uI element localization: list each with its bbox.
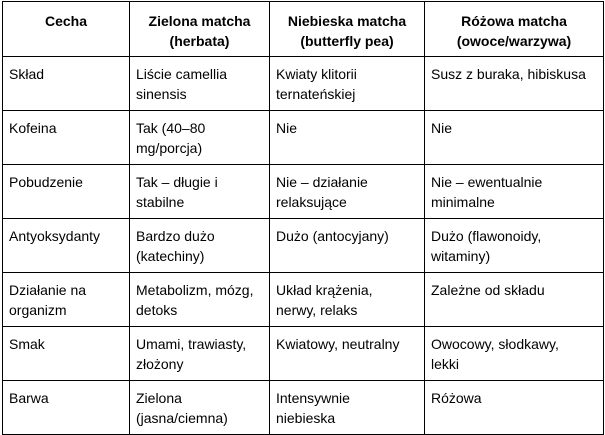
header-feature: [3, 2, 130, 57]
cell-pink-matcha: [425, 57, 604, 111]
cell-pink-matcha-line1: Owocowy, słodkawy,: [431, 336, 559, 352]
header-blue-line1: Niebieska matcha: [287, 13, 407, 29]
cell-pink-matcha-line1: Zależne od składu: [431, 282, 545, 298]
cell-blue-matcha-line1: Intensywnie: [276, 390, 350, 406]
header-green-matcha: [130, 2, 270, 57]
header-blue-matcha: [270, 2, 425, 57]
header-feature-line1: Cecha: [44, 13, 88, 29]
cell-green-matcha-line2: (jasna/ciemna): [136, 410, 228, 426]
cell-green-matcha-line2: detoks: [136, 302, 178, 318]
cell-green-matcha-line2: mg/porcja): [136, 140, 203, 156]
cell-blue-matcha-line1: Układ krążenia,: [276, 282, 373, 298]
table-row: [3, 327, 604, 381]
cell-feature: [3, 273, 130, 327]
header-blue-line2: (butterfly pea): [300, 33, 394, 49]
cell-blue-matcha-line2: relaksujące: [276, 194, 347, 210]
cell-feature-line1: Pobudzenie: [9, 174, 83, 190]
table-row: [3, 165, 604, 219]
cell-pink-matcha-line1: Dużo (flawonoidy,: [431, 228, 542, 244]
cell-green-matcha-line2: sinensis: [136, 86, 187, 102]
cell-blue-matcha-line2: nerwy, relaks: [276, 302, 358, 318]
cell-pink-matcha: [425, 327, 604, 381]
table-row: [3, 273, 604, 327]
table-row: [3, 111, 604, 165]
cell-green-matcha: [130, 327, 270, 381]
cell-blue-matcha-line2: niebieska: [276, 410, 336, 426]
cell-pink-matcha: [425, 273, 604, 327]
header-pink-line2: (owoce/warzywa): [456, 33, 572, 49]
cell-green-matcha-line1: Bardzo dużo: [136, 228, 215, 244]
cell-pink-matcha-line1: Różowa: [431, 390, 482, 406]
cell-green-matcha: [130, 273, 270, 327]
cell-feature: [3, 327, 130, 381]
cell-blue-matcha-line2: ternateńskiej: [276, 86, 356, 102]
cell-pink-matcha: [425, 219, 604, 273]
cell-green-matcha-line1: Tak – długie i: [136, 174, 218, 190]
cell-blue-matcha-line1: Nie – działanie: [276, 174, 368, 190]
cell-feature: [3, 57, 130, 111]
cell-green-matcha-line1: Metabolizm, mózg,: [136, 282, 254, 298]
cell-blue-matcha-line1: Nie: [276, 120, 298, 136]
cell-feature-line1: Skład: [9, 66, 45, 82]
cell-pink-matcha: [425, 381, 604, 435]
cell-green-matcha-line1: Zielona: [136, 390, 182, 406]
cell-blue-matcha: [270, 219, 425, 273]
cell-blue-matcha: [270, 273, 425, 327]
cell-pink-matcha-line1: Nie: [431, 120, 453, 136]
cell-blue-matcha-line1: Kwiaty klitorii: [276, 66, 357, 82]
cell-feature: [3, 381, 130, 435]
cell-green-matcha: [130, 219, 270, 273]
cell-feature: [3, 219, 130, 273]
cell-blue-matcha: [270, 165, 425, 219]
header-green-line1: Zielona matcha: [148, 13, 251, 29]
cell-green-matcha: [130, 111, 270, 165]
cell-blue-matcha-line1: Dużo (antocyjany): [276, 228, 389, 244]
cell-feature: [3, 111, 130, 165]
cell-feature-line1: Antyoksydanty: [9, 228, 101, 244]
cell-feature-line1: Smak: [9, 336, 45, 352]
cell-blue-matcha: [270, 381, 425, 435]
cell-green-matcha: [130, 381, 270, 435]
cell-blue-matcha: [270, 57, 425, 111]
cell-blue-matcha: [270, 111, 425, 165]
cell-pink-matcha: [425, 165, 604, 219]
cell-pink-matcha-line2: lekki: [431, 356, 460, 372]
table-row: [3, 57, 604, 111]
header-row: [3, 2, 604, 57]
cell-pink-matcha: [425, 111, 604, 165]
table-row: [3, 381, 604, 435]
table-row: [3, 219, 604, 273]
cell-feature-line1: Kofeina: [9, 120, 57, 136]
table-header: [3, 2, 604, 57]
cell-pink-matcha-line1: Susz z buraka, hibiskusa: [431, 66, 586, 82]
cell-green-matcha-line1: Tak (40–80: [136, 120, 206, 136]
cell-green-matcha-line1: Liście camellia: [136, 66, 228, 82]
cell-green-matcha-line1: Umami, trawiasty,: [136, 336, 247, 352]
cell-pink-matcha-line2: minimalne: [431, 194, 495, 210]
cell-green-matcha-line2: złożony: [136, 356, 184, 372]
table-body: [3, 57, 604, 435]
cell-green-matcha: [130, 165, 270, 219]
comparison-table: [2, 1, 604, 435]
cell-feature: [3, 165, 130, 219]
header-green-line2: (herbata): [169, 33, 230, 49]
header-pink-line1: Różowa matcha: [461, 13, 567, 29]
cell-pink-matcha-line2: witaminy): [431, 248, 491, 264]
cell-green-matcha: [130, 57, 270, 111]
header-pink-matcha: [425, 2, 604, 57]
cell-feature-line1: Barwa: [9, 390, 49, 406]
cell-blue-matcha: [270, 327, 425, 381]
cell-green-matcha-line2: stabilne: [136, 194, 185, 210]
cell-blue-matcha-line1: Kwiatowy, neutralny: [276, 336, 400, 352]
cell-feature-line1: Działanie na: [9, 282, 87, 298]
cell-pink-matcha-line1: Nie – ewentualnie: [431, 174, 543, 190]
cell-feature-line2: organizm: [9, 302, 67, 318]
cell-green-matcha-line2: (katechiny): [136, 248, 205, 264]
